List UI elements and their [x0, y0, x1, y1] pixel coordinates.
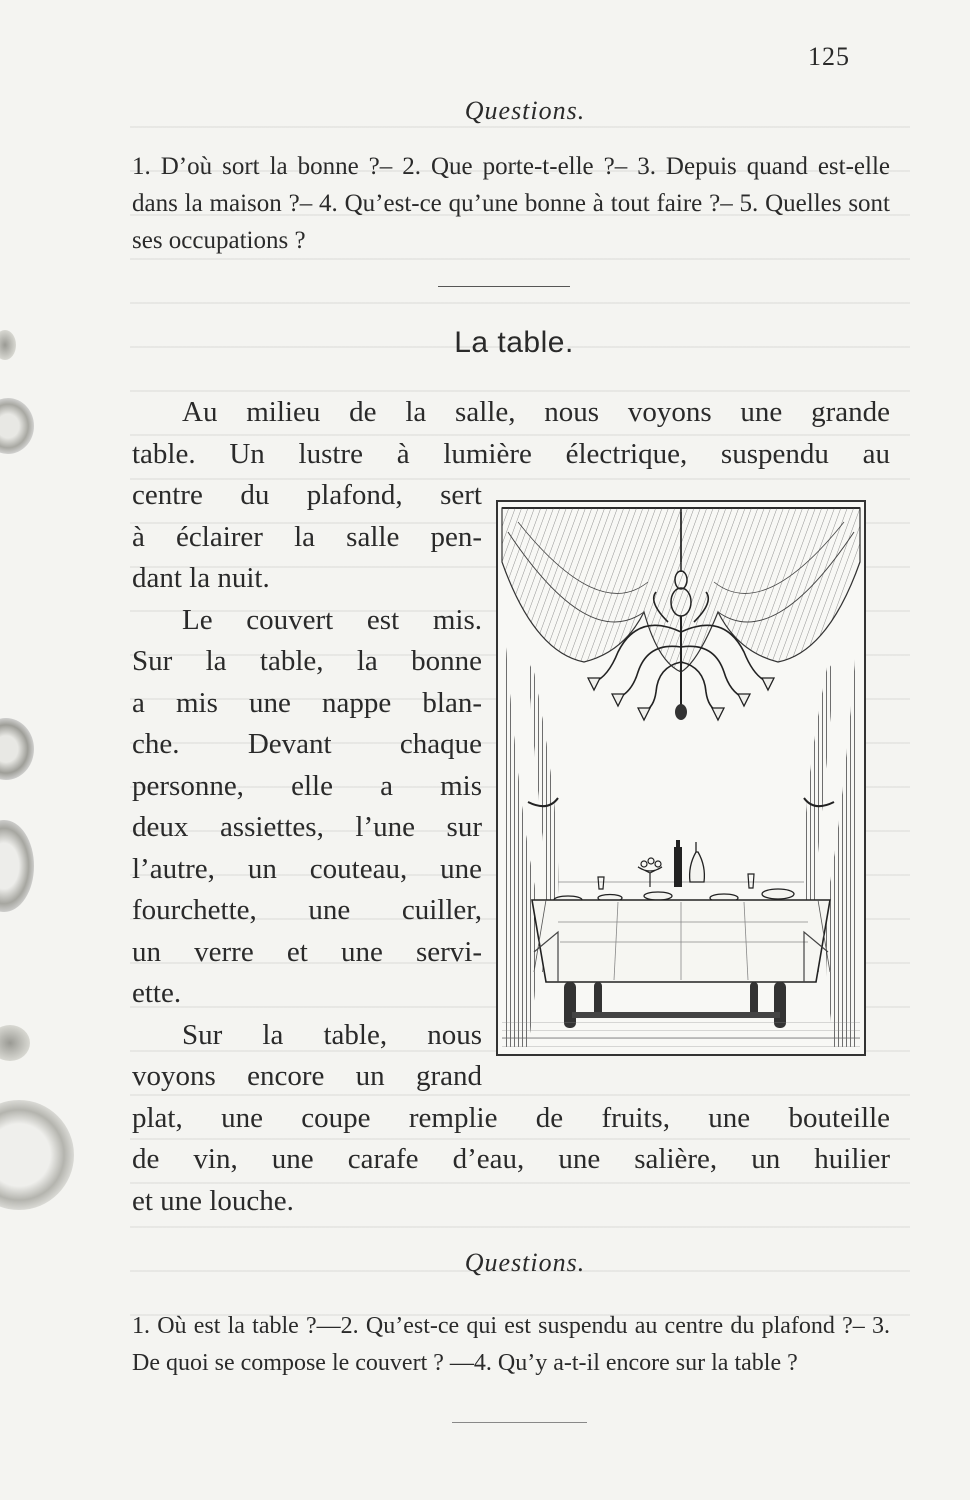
- questions-paragraph: 1. D’où sort la bonne ?– 2. Que porte-t-elle ?– 3. Depuis quand est-elle dans la maison ?– 4. Qu’est-ce qu’une bonne à tout faire ?– 5. Quelles sont ses occupations ?: [132, 153, 890, 254]
- section-title: La table.: [454, 326, 574, 359]
- text-line: dant la nuit.: [132, 562, 270, 594]
- binding-stain: [0, 820, 34, 912]
- text-line: Au milieu de la salle, nous voyons une grande: [182, 396, 890, 428]
- divider-rule: [438, 286, 570, 287]
- binding-stain: [0, 718, 34, 780]
- text-line: centre du plafond, sert: [132, 479, 482, 511]
- text-line: plat, une coupe remplie de fruits, une bouteille: [132, 1101, 890, 1134]
- questions-heading: Questions.: [464, 1248, 586, 1277]
- text-line: de vin, une carafe d’eau, une salière, un huilier: [132, 1143, 890, 1175]
- text-line: Sur la table, la bonne: [132, 645, 482, 677]
- text-line: voyons encore un grand: [132, 1060, 482, 1092]
- dining-room-illustration: [496, 500, 866, 1056]
- text-line: table. Un lustre à lumière électrique, suspendu au: [132, 437, 890, 470]
- binding-stain: [0, 398, 34, 454]
- text-line: a mis une nappe blan-: [132, 686, 482, 719]
- text-line: ette.: [132, 977, 182, 1009]
- text-line: fourchette, une cuiller,: [132, 894, 482, 926]
- text-line: personne, elle a mis: [132, 769, 482, 802]
- binding-stain: [0, 1100, 74, 1210]
- questions-paragraph: 1. Où est la table ?—2. Qu’est-ce qui est suspendu au centre du plafond ?– 3. De quoi se compose le couvert ? —4. Qu’y a-t-il encore sur la table ?: [132, 1313, 890, 1376]
- text-line: un verre et une servi-: [132, 935, 482, 968]
- text-line: et une louche.: [132, 1184, 294, 1217]
- text-line: Sur la table, nous: [182, 1018, 482, 1051]
- page-number: 125: [808, 42, 850, 71]
- divider-rule: [452, 1422, 587, 1423]
- text-line: deux assiettes, l’une sur: [132, 811, 482, 843]
- text-line: che. Devant chaque: [132, 728, 482, 760]
- text-line: à éclairer la salle pen-: [132, 520, 482, 553]
- text-line: Le couvert est mis.: [182, 603, 482, 636]
- questions-heading: Questions.: [464, 96, 586, 125]
- text-line: l’autre, un couteau, une: [132, 852, 482, 885]
- binding-stain: [0, 1025, 30, 1061]
